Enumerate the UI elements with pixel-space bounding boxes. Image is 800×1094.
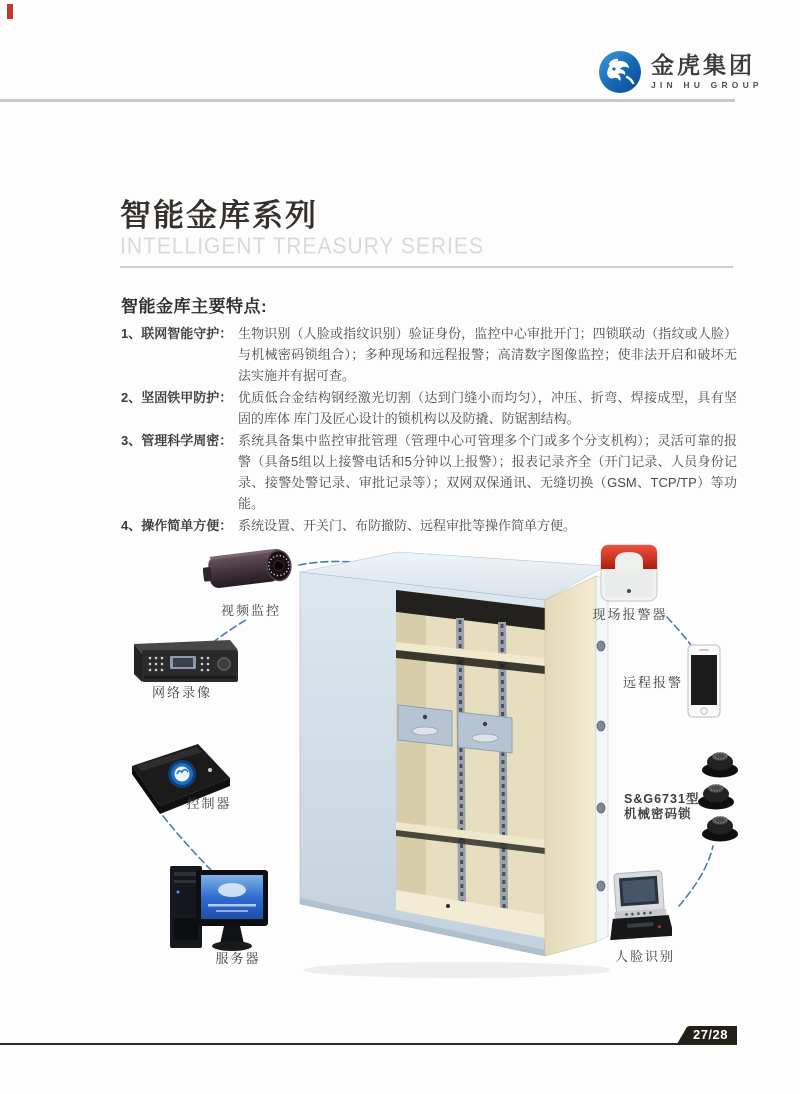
page-number: 27/28 — [692, 1027, 729, 1042]
lock-label-line2: 机械密码锁 — [624, 807, 692, 821]
logo-text-en: JIN HU GROUP — [651, 80, 763, 91]
print-registration-mark — [7, 4, 13, 19]
logo-text-cn: 金虎集团 — [651, 52, 755, 79]
recorder-label: 网络录像 — [151, 685, 212, 700]
phone-icon — [687, 644, 721, 718]
lock-label — [624, 792, 702, 822]
footer-divider — [0, 1043, 737, 1045]
title-divider — [120, 266, 733, 268]
feature-text: 生物识别（人脸或指纹识别）验证身份，监控中心审批开门；四锁联动（指纹或人脸）与机械密码锁组合）；多种现场和远程报警；高清数字图像监控；使非法开启和破坏无法实施并有据可查。 — [238, 326, 737, 383]
network-recorder-icon — [126, 636, 238, 686]
tiger-globe-icon — [597, 49, 643, 95]
face-recognition-label: 人脸识别 — [614, 949, 675, 964]
remote-alarm-label: 远程报警 — [622, 675, 683, 690]
feature-text: 系统设置、开关门、布防撤防、远程审批等操作简单方便。 — [238, 518, 577, 533]
siren-label: 现场报警器 — [592, 607, 668, 622]
feature-label: 4、操作简单方便： — [121, 518, 233, 533]
features-heading: 智能金库主要特点: — [121, 297, 268, 316]
page-title: 智能金库系列 — [120, 198, 318, 233]
dial-locks-icon — [696, 748, 742, 848]
safe-interior — [396, 590, 545, 938]
controller-label: 控制器 — [186, 796, 232, 811]
safe-door — [545, 576, 608, 956]
cctv-camera-icon — [203, 538, 299, 600]
face-recognition-icon — [608, 870, 672, 944]
feature-item — [121, 387, 737, 429]
siren-icon — [597, 543, 661, 603]
company-logo — [597, 49, 763, 95]
feature-text: 系统具备集中监控审批管理（管理中心可管理多个门或多个分支机构）；灵活可靠的报警（具备5组以上接警电话和5分钟以上报警）；报表记录齐全（开门记录、人员身份记录、接警处警记录、审批记录等）；双网双保通讯、无缝切换（GSM、TCP/TP）等功能。 — [238, 433, 737, 511]
camera-label: 视频监控 — [220, 603, 281, 618]
features-list — [121, 323, 737, 537]
feature-label: 2、坚固铁甲防护： — [121, 390, 233, 405]
feature-item — [121, 323, 737, 386]
feature-text: 优质低合金结构钢经激光切割（达到门缝小而均匀），冲压、折弯、焊接成型，具有坚固的库体 库门及匠心设计的锁机构以及防撬、防锯割结构。 — [238, 390, 737, 426]
feature-label: 1、联网智能守护： — [121, 326, 233, 341]
lock-label-line1: S&G6731型 — [624, 792, 700, 806]
feature-label: 3、管理科学周密： — [121, 433, 233, 448]
server-label: 服务器 — [215, 951, 261, 966]
safe-illustration — [298, 550, 610, 980]
feature-item — [121, 515, 737, 536]
header-divider — [0, 99, 735, 102]
page-subtitle: INTELLIGENT TREASURY SERIES — [120, 234, 484, 259]
feature-item — [121, 430, 737, 514]
server-computer-icon — [166, 860, 268, 958]
